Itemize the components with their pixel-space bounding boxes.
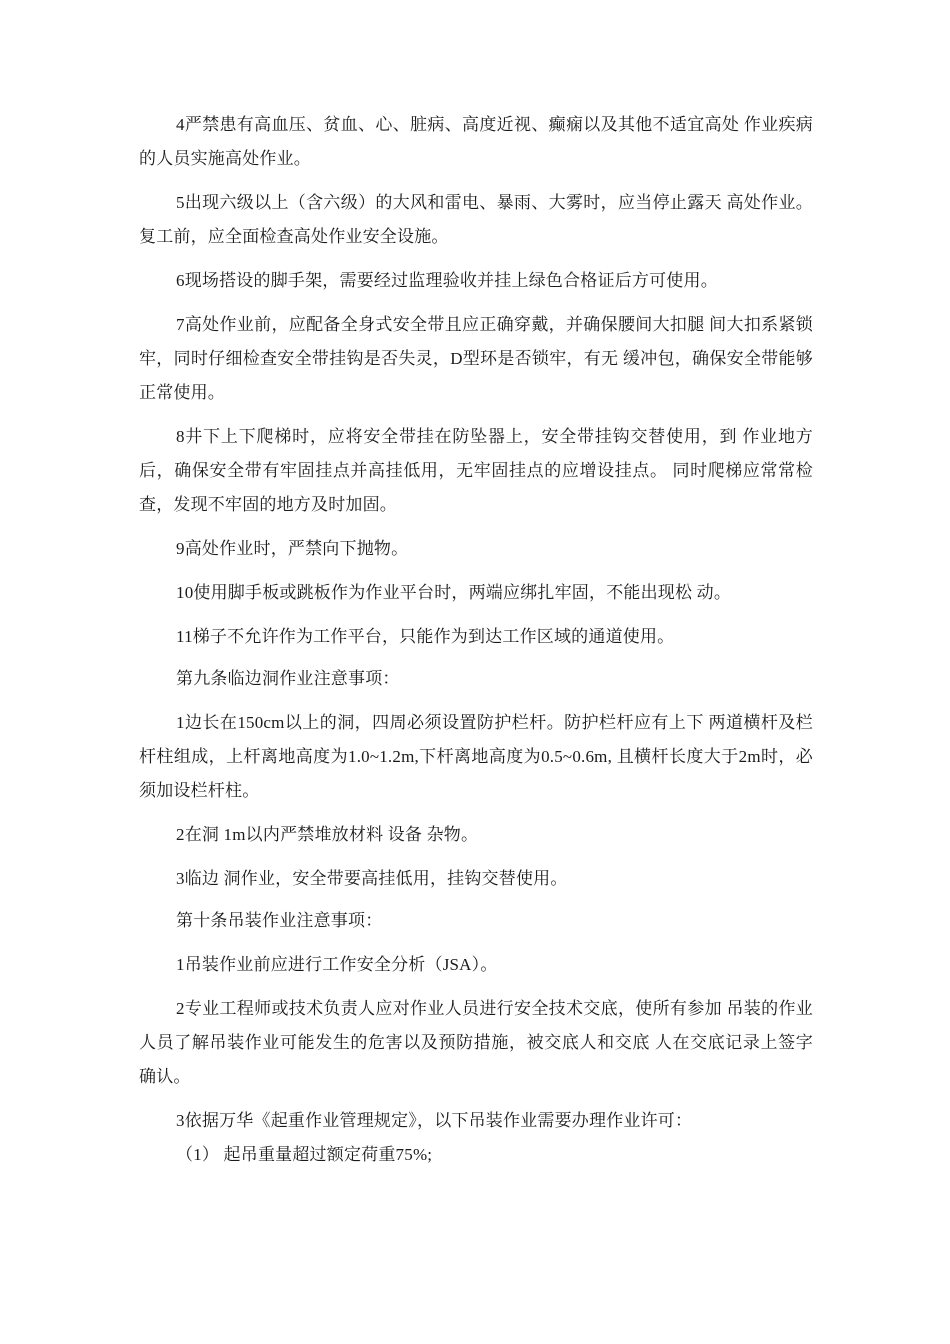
paragraph-item-9-1: 1边长在150cm以上的洞，四周必须设置防护栏杆。防护栏杆应有上下 两道横杆及栏杆柱组成，上杆离地高度为1.0~1.2m,下杆离地高度为0.5~0.6m, 且横杆长度大于2m时，必须加设栏杆柱。 xyxy=(139,713,813,800)
paragraph-item-5: 5出现六级以上（含六级）的大风和雷电、暴雨、大雾时，应当停止露天 高处作业。复工前，应全面检查高处作业安全设施。 xyxy=(139,193,813,246)
section-heading-article-9: 第九条临边洞作业注意事项： xyxy=(176,669,400,688)
paragraph-item-9-2: 2在洞 1m以内严禁堆放材料 设备 杂物。 xyxy=(176,825,479,844)
paragraph-item-6: 6现场搭设的脚手架，需要经过监理验收并挂上绿色合格证后方可使用。 xyxy=(176,271,718,290)
paragraph-item-9-3: 3临边 洞作业，安全带要高挂低用，挂钩交替使用。 xyxy=(176,869,568,888)
paragraph-item-10-1: 1吊装作业前应进行工作安全分析（JSA）。 xyxy=(176,955,498,974)
section-heading-article-10: 第十条吊装作业注意事项： xyxy=(176,911,383,930)
paragraph-item-10-2: 2专业工程师或技术负责人应对作业人员进行安全技术交底，使所有参加 吊装的作业人员了解吊装作业可能发生的危害以及预防措施，被交底人和交底 人在交底记录上签字确认。 xyxy=(139,999,813,1086)
paragraph-item-11: 11梯子不允许作为工作平台，只能作为到达工作区域的通道使用。 xyxy=(176,627,675,646)
paragraph-item-10-3: 3依据万华《起重作业管理规定》，以下吊装作业需要办理作业许可： xyxy=(176,1111,693,1130)
paragraph-subitem-1: （1） 起吊重量超过额定荷重75%; xyxy=(176,1145,433,1164)
document-body xyxy=(139,108,813,1172)
paragraph-item-7: 7高处作业前，应配备全身式安全带且应正确穿戴，并确保腰间大扣腿 间大扣系紧锁牢，同时仔细检查安全带挂钩是否失灵，D型环是否锁牢，有无 缓冲包，确保安全带能够正常使用。 xyxy=(139,315,813,402)
paragraph-item-4: 4严禁患有高血压、贫血、心、脏病、高度近视、癫痫以及其他不适宜高处 作业疾病的人员实施高处作业。 xyxy=(139,115,813,168)
paragraph-item-8: 8井下上下爬梯时，应将安全带挂在防坠器上，安全带挂钩交替使用，到 作业地方后，确保安全带有牢固挂点并高挂低用，无牢固挂点的应增设挂点。 同时爬梯应常常检查，发现不牢固的地方及时加固。 xyxy=(139,427,813,514)
paragraph-item-9: 9高处作业时，严禁向下抛物。 xyxy=(176,539,409,558)
paragraph-item-10: 10使用脚手板或跳板作为作业平台时，两端应绑扎牢固，不能出现松 动。 xyxy=(176,583,732,602)
